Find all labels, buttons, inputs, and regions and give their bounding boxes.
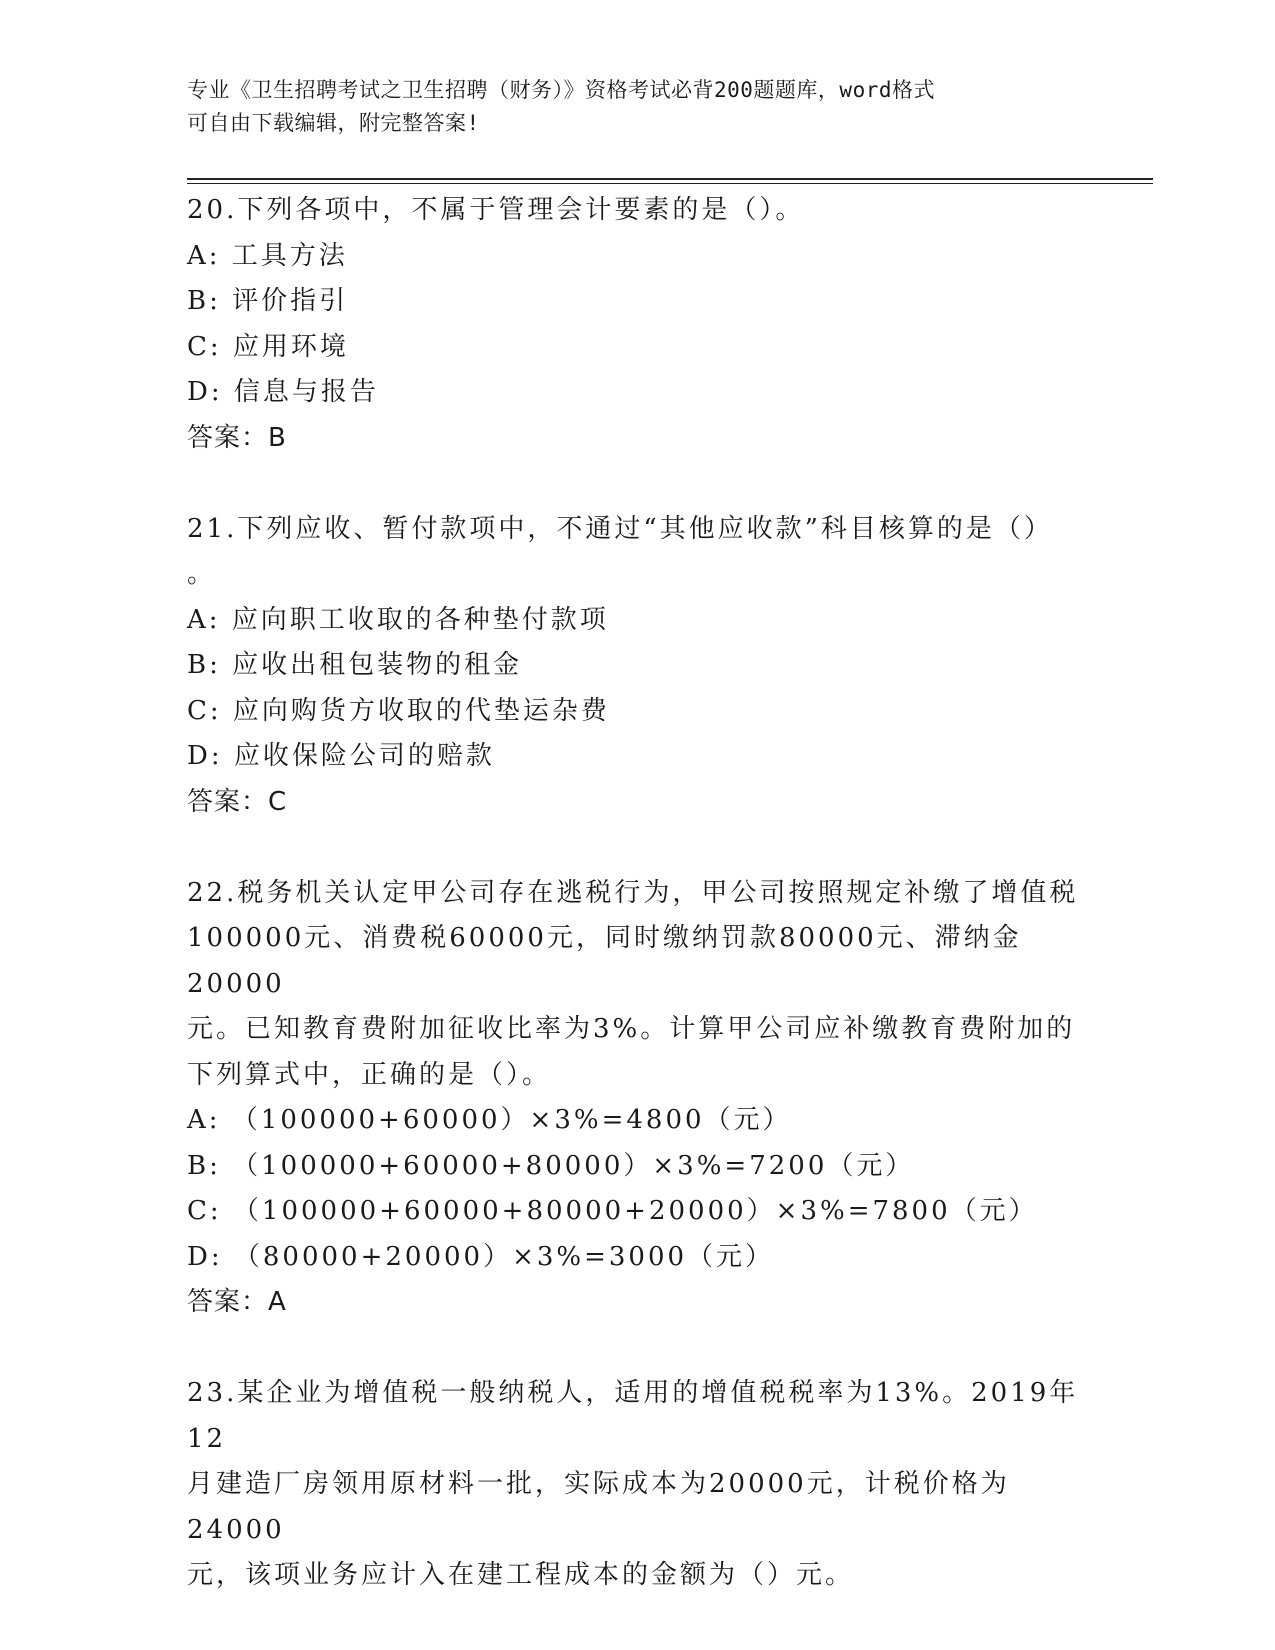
- option-a: A: 工具方法: [187, 240, 348, 271]
- option-b: B: 应收出租包装物的租金: [187, 650, 523, 680]
- answer: 答案：A: [187, 1287, 287, 1317]
- question-stem-line: 元，该项业务应计入在建工程成本的金额为（）元。: [187, 1560, 855, 1590]
- option-c: C: 应向购货方收取的代垫运杂费: [187, 695, 610, 726]
- question-stem-line: 100000元、消费税60000元，同时缴纳罚款80000元、滞纳金20000: [187, 923, 1022, 999]
- option-b: B: （100000+60000+80000）×3%=7200（元）: [187, 1150, 915, 1181]
- question-stem-line: 下列算式中，正确的是（）。: [187, 1059, 552, 1090]
- option-d: D: 信息与报告: [187, 377, 379, 407]
- header-line-2: 可自由下载编辑，附完整答案!: [187, 111, 480, 135]
- question-22: [187, 871, 1087, 1326]
- question-21: [187, 507, 1087, 826]
- question-stem-line: 21.下列应收、暂付款项中，不通过“其他应收款”科目核算的是（）: [187, 513, 1053, 544]
- option-a: A: （100000+60000）×3%=4800（元）: [187, 1105, 792, 1135]
- question-stem-line: 。: [187, 559, 217, 589]
- answer: 答案：C: [187, 786, 288, 817]
- question-stem-line: 月建造厂房领用原材料一批，实际成本为20000元，计税价格为24000: [187, 1469, 1010, 1545]
- question-stem-line: 23.某企业为增值税一般纳税人，适用的增值税税率为13%。2019年12: [187, 1378, 1079, 1454]
- question-20: [187, 188, 1087, 461]
- option-b: B: 评价指引: [187, 286, 349, 316]
- option-d: D: （80000+20000）×3%=3000（元）: [187, 1241, 775, 1272]
- option-c: C: 应用环境: [187, 331, 349, 362]
- header-rule-thin: [187, 183, 1153, 184]
- header-line-1: 专业《卫生招聘考试之卫生招聘（财务）》资格考试必背200题题库，word格式: [187, 78, 935, 102]
- question-23: [187, 1371, 1087, 1599]
- option-d: D: 应收保险公司的赔款: [187, 741, 495, 771]
- question-stem-line: 20.下列各项中，不属于管理会计要素的是（）。: [187, 195, 805, 225]
- option-a: A: 应向职工收取的各种垫付款项: [187, 604, 609, 635]
- question-stem-line: 元。已知教育费附加征收比率为3%。计算甲公司应补缴教育费附加的: [187, 1014, 1076, 1044]
- answer: 答案：B: [187, 422, 287, 453]
- question-list: [187, 188, 1087, 1644]
- document-header: [187, 74, 1067, 140]
- option-c: C: （100000+60000+80000+20000）×3%=7800（元）: [187, 1196, 1038, 1226]
- header-rule-thick: [187, 178, 1153, 180]
- question-stem-line: 22.税务机关认定甲公司存在逃税行为，甲公司按照规定补缴了增值税: [187, 877, 1079, 908]
